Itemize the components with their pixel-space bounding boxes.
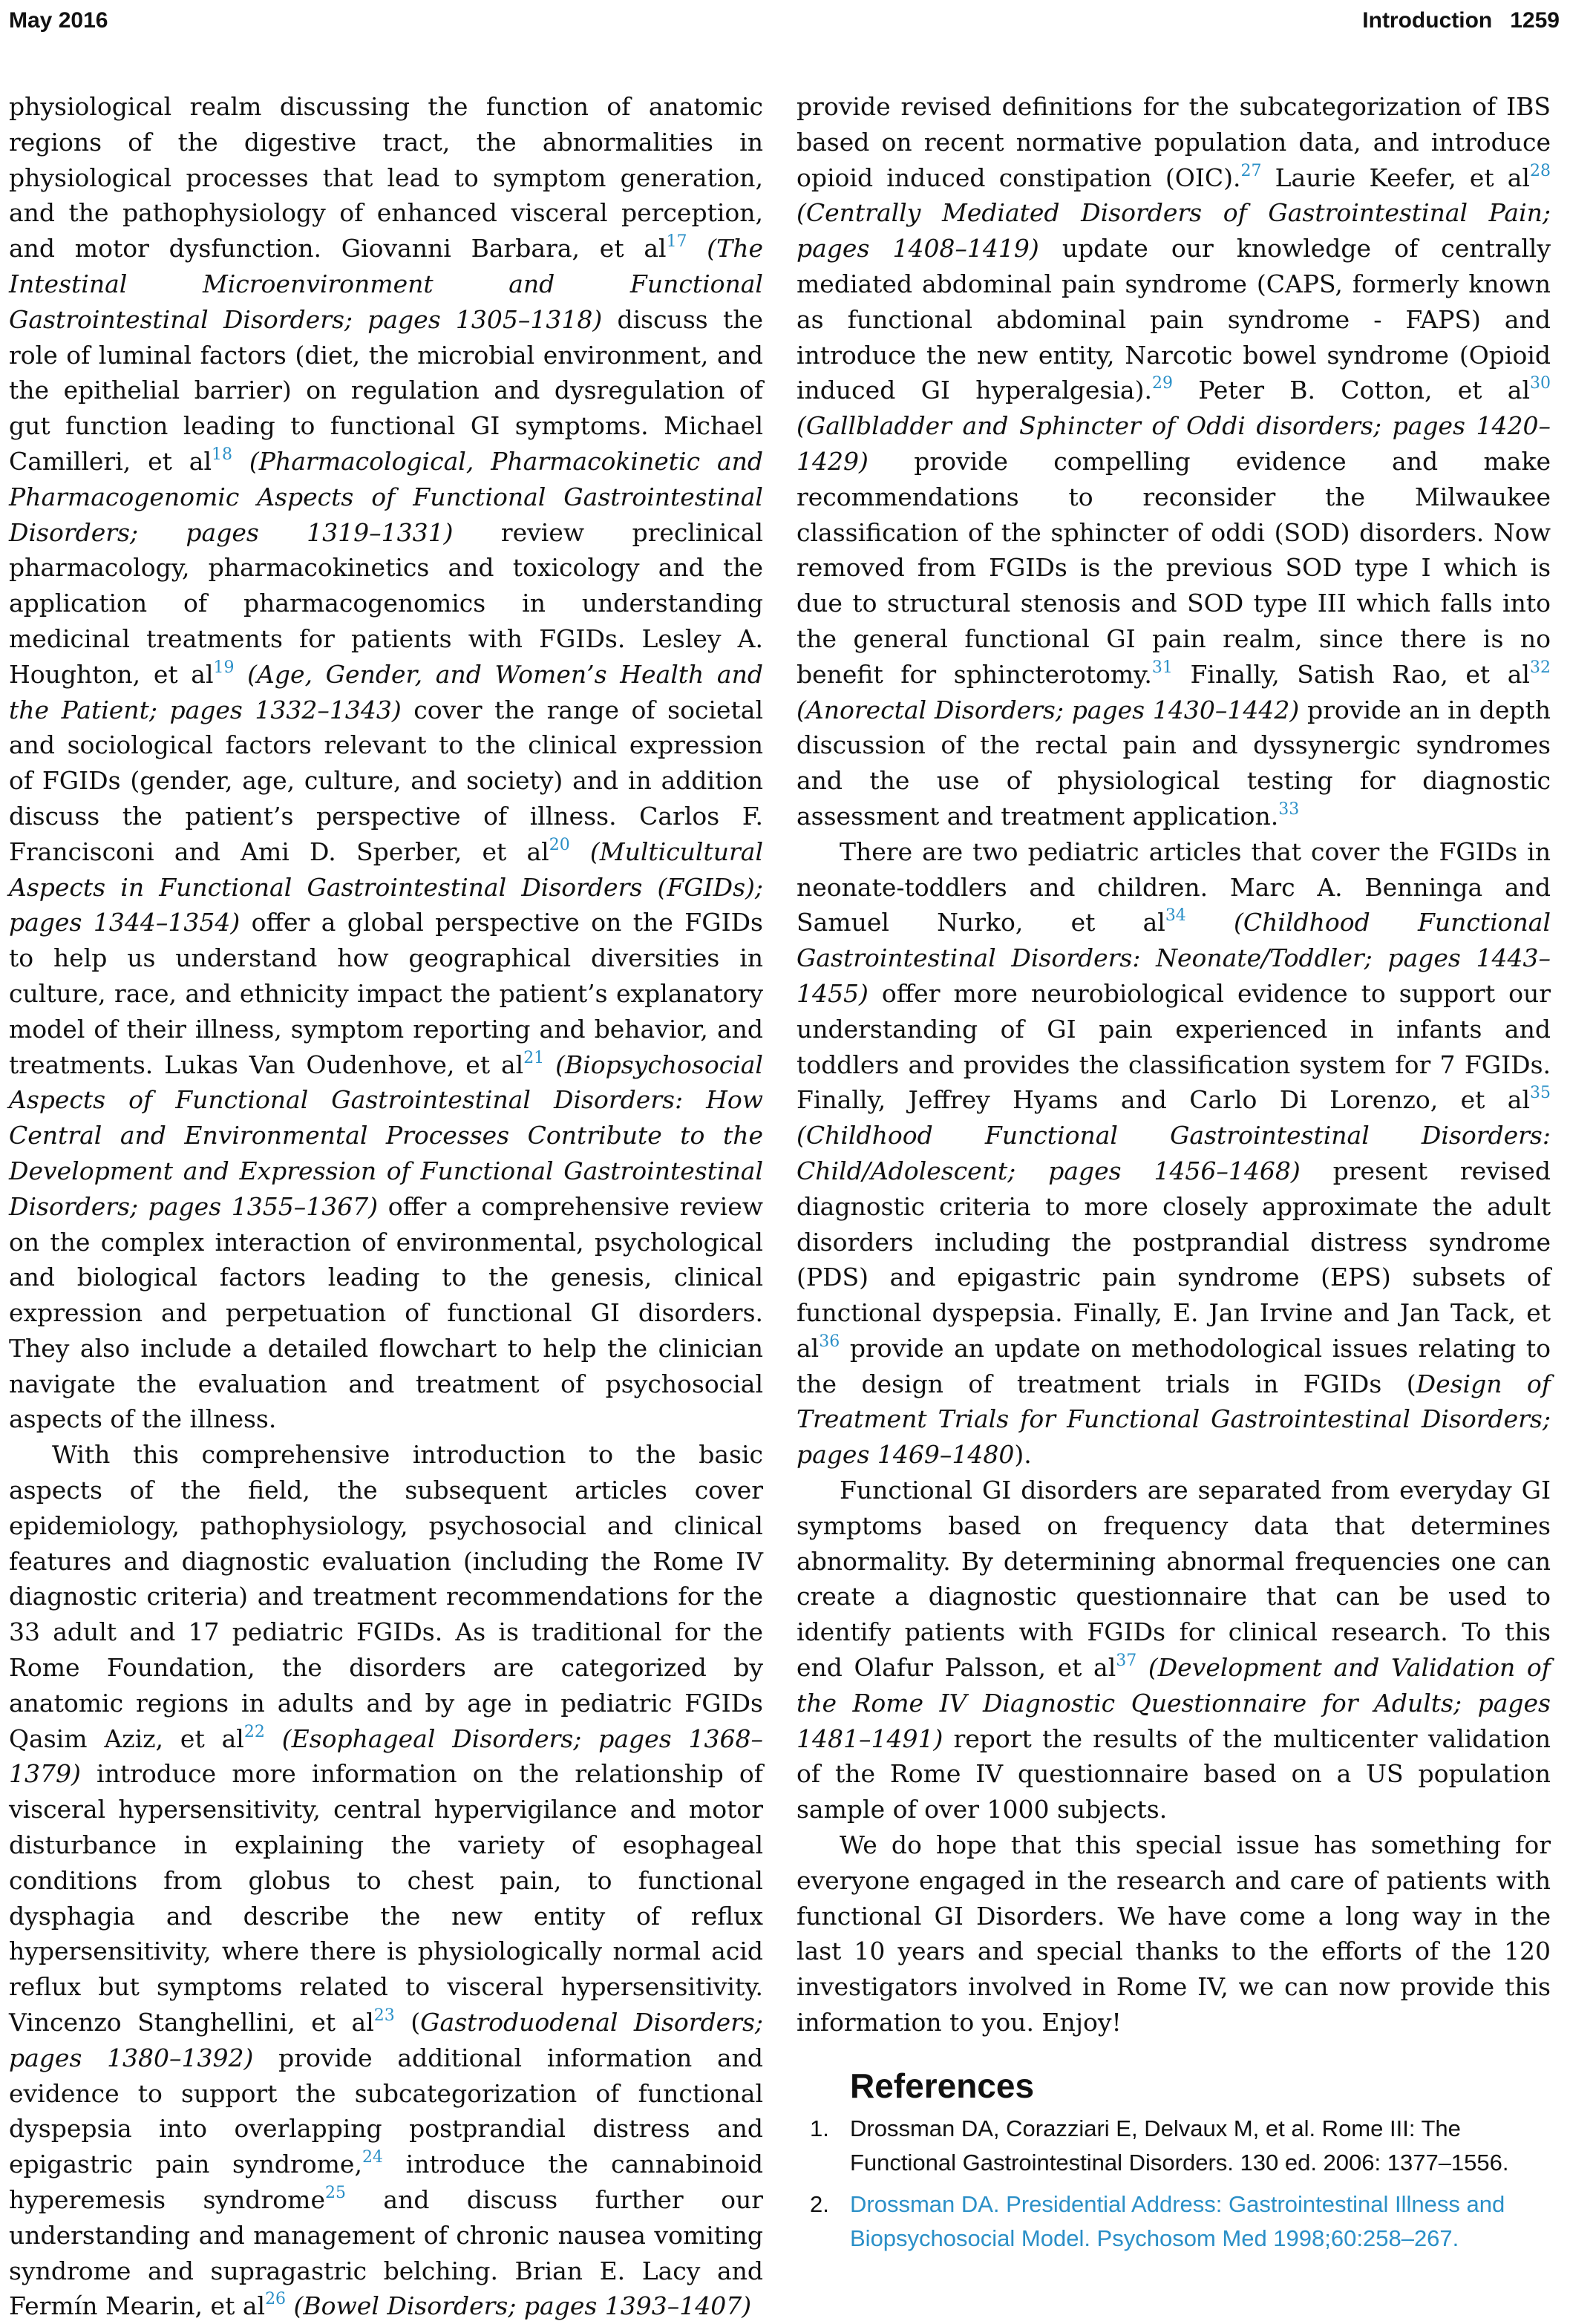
reference-item: [797, 2112, 1551, 2180]
body-text: introduce more information on the relationship of visceral hypersensitivity, central hypervigilance and motor disturbance in explaining the variety of esophageal conditions from globus to chest pain, to functional dysphagia and describe the new entity of reflux hypersensitivity, where there is physiologically normal acid reflux but symptoms related to visceral hypersensitivity. Vincenzo Stanghellini, et al: [9, 1759, 763, 2037]
body-text: provide compelling evidence and make recommendations to reconsider the Milwaukee classification of the sphincter of oddi (SOD) disorders. Now removed from FGIDs is the previous SOD type I which is due to structural stenosis and SOD type III which falls into the general functional GI pain realm, since there is no benefit for sphincterotomy.: [797, 446, 1551, 689]
body-text: physiological realm discussing the function of anatomic regions of the digestive tract, the abnormalities in physiological processes that lead to symptom generation, and the pathophysiology of enhanced visceral perception, and motor dysfunction. Giovanni Barbara, et al: [9, 92, 763, 264]
article-reference-text: (Childhood Functional Gastrointestinal Disorders: Child/Adolescent; pages 1456–1468): [797, 1121, 1551, 1185]
body-text: update our knowledge of centrally mediated abdominal pain syndrome (CAPS, formerly known as functional abdominal pain syndrome - FAPS) and introduce the new entity, Narcotic bowel syndrome (Opioid induced GI hyperalgesia).: [797, 234, 1551, 405]
article-reference-text: (Biopsychosocial Aspects of Functional Gastrointestinal Disorders: How Central and Environmental Processes Contribute to the Development and Expression of Functional Gastrointestinal Disorders; pages 1355–1367): [9, 1050, 763, 1221]
body-text: cover the range of societal and sociological factors relevant to the clinical expression of FGIDs (gender, age, culture, and society) and in addition discuss the patient’s perspective of illness. Carlos F. Francisconi and Ami D. Sperber, et al: [9, 695, 763, 866]
body-text: Finally, Satish Rao, et al: [1172, 659, 1530, 689]
article-reference-text: (Centrally Mediated Disorders of Gastrointestinal Pain; pages 1408–1419): [797, 198, 1551, 264]
article-reference-text: (The Intestinal Microenvironment and Functional Gastrointestinal Disorders; pages 1305–1318): [9, 234, 763, 334]
left-column: [9, 89, 763, 2324]
body-text: discuss the role of luminal factors (diet, the microbial environment, and the epithelial barrier) on regulation and dysregulation of gut function leading to functional GI symptoms. Michael Camilleri, et al: [9, 304, 763, 476]
article-reference-text: (Anorectal Disorders; pages 1430–1442): [797, 695, 1300, 724]
body-paragraph: [9, 89, 763, 1437]
body-paragraph: [9, 1437, 763, 2324]
article-reference-text: (Bowel Disorders; pages 1393–1407): [286, 2291, 752, 2321]
citation-link[interactable]: 27: [1240, 161, 1262, 180]
reference-item: [797, 2187, 1551, 2256]
body-text: provide additional information and evidence to support the subcategorization of functional dyspepsia into overlapping postprandial distress and epigastric pain syndrome,: [9, 2043, 763, 2179]
citation-link[interactable]: 33: [1278, 799, 1300, 819]
citation-link[interactable]: 35: [1530, 1084, 1551, 1103]
body-text: There are two pediatric articles that cover the FGIDs in neonate-toddlers and children. Marc A. Benninga and Samuel Nurko, et al: [797, 837, 1551, 937]
section-and-page: [1362, 8, 1560, 33]
body-text: provide an in depth discussion of the rectal pain and dyssynergic syndromes and the use of physiological testing for diagnostic assessment and treatment application.: [797, 695, 1551, 831]
body-text: introduce the cannabinoid hyperemesis syndrome: [9, 2150, 763, 2215]
citation-link[interactable]: 22: [243, 1722, 265, 1741]
body-text: present revised diagnostic criteria to more closely approximate the adult disorders including the postprandial distress syndrome (PDS) and epigastric pain syndrome (EPS) subsets of functional dyspepsia. Finally, E. Jan Irvine and Jan Tack, et al: [797, 1156, 1551, 1363]
body-text: report the results of the multicenter validation of the Rome IV questionnaire based on a US population sample of over 1000 subjects.: [797, 1724, 1551, 1824]
body-text: offer more neurobiological evidence to support our understanding of GI pain experienced in infants and toddlers and provides the classification system for 7 FGIDs. Finally, Jeffrey Hyams and Carlo Di Lorenzo, et al: [797, 978, 1551, 1115]
reference-number: 2.: [810, 2190, 829, 2217]
citation-link[interactable]: 25: [324, 2184, 346, 2203]
citation-link[interactable]: 34: [1165, 906, 1186, 926]
article-reference-text: (Development and Validation of the Rome IV Diagnostic Questionnaire for Adults; pages 1481–1491): [797, 1653, 1551, 1753]
reference-list: [797, 2112, 1551, 2256]
citation-link[interactable]: 29: [1151, 374, 1173, 393]
body-paragraph: [797, 1827, 1551, 2040]
body-text: We do hope that this special issue has something for everyone engaged in the research and care of patients with functional GI Disorders. We have come a long way in the last 10 years and special thanks to the efforts of the 120 investigators involved in Rome IV, we can now provide this information to you. Enjoy!: [797, 1830, 1551, 2037]
page-number: 1259: [1510, 8, 1560, 33]
citation-link[interactable]: 28: [1530, 161, 1551, 180]
body-text: ).: [1014, 1440, 1032, 1470]
citation-link[interactable]: 20: [549, 835, 570, 854]
body-text: offer a global perspective on the FGIDs to help us understand how geographical diversities in culture, race, and ethnicity impact the patient’s explanatory model of their illness, symptom reporting and behavior, and treatments. Lukas Van Oudenhove, et al: [9, 908, 763, 1079]
citation-link[interactable]: 37: [1116, 1652, 1137, 1671]
citation-link[interactable]: 23: [373, 2006, 395, 2026]
article-reference-text: (Age, Gender, and Women’s Health and the Patient; pages 1332–1343): [9, 659, 763, 724]
article-reference-text: (Gallbladder and Sphincter of Oddi disorders; pages 1420–1429): [797, 411, 1551, 476]
body-text: offer a comprehensive review on the complex interaction of environmental, psychological and biological factors leading to the genesis, clinical expression and perpetuation of functional GI disorders. They also include a detailed flowchart to help the clinician navigate the evaluation and treatment of psychosocial aspects of the illness.: [9, 1191, 764, 1434]
body-text: provide revised definitions for the subcategorization of IBS based on recent normative population data, and introduce opioid induced constipation (OIC).: [797, 92, 1551, 192]
body-paragraph: [797, 834, 1551, 1473]
references-heading: References: [850, 2066, 1035, 2105]
body-text: Laurie Keefer, et al: [1261, 163, 1530, 192]
citation-link[interactable]: 21: [523, 1048, 545, 1067]
issue-date: May 2016: [9, 8, 108, 33]
citation-link[interactable]: 31: [1151, 658, 1173, 677]
article-reference-text: (Childhood Functional Gastrointestinal Disorders: Neonate/Toddler; pages 1443–1455): [797, 908, 1551, 1008]
reference-number: 1.: [810, 2115, 829, 2141]
right-column-body: [797, 89, 1551, 2040]
article-reference-text: (Esophageal Disorders; pages 1368–1379): [9, 1724, 763, 1789]
citation-link[interactable]: 32: [1529, 658, 1551, 677]
citation-link[interactable]: 36: [819, 1332, 840, 1351]
reference-link[interactable]: Drossman DA. Presidential Address: Gastrointestinal Illness and Biopsychosocial Model. Psychosom Med 1998;60:258–267.: [850, 2190, 1505, 2251]
citation-link[interactable]: 26: [265, 2290, 287, 2309]
citation-link[interactable]: 30: [1530, 374, 1551, 393]
article-reference-text: (Pharmacological, Pharmacokinetic and Pharmacogenomic Aspects of Functional Gastrointestinal Disorders; pages 1319–1331): [9, 446, 763, 547]
article-reference-text: Design of Treatment Trials for Functional Gastrointestinal Disorders; pages 1469–1480: [797, 1369, 1551, 1470]
article-reference-text: (Multicultural Aspects in Functional Gastrointestinal Disorders (FGIDs); pages 1344–1354): [9, 837, 764, 937]
citation-link[interactable]: 18: [212, 445, 233, 464]
body-text: Peter B. Cotton, et al: [1172, 376, 1531, 405]
body-text: (: [394, 2008, 421, 2037]
reference-text: Drossman DA, Corazziari E, Delvaux M, et al. Rome III: The Functional Gastrointestinal Disorders. 130 ed. 2006: 1377–1556.: [850, 2115, 1509, 2176]
body-text: review preclinical pharmacology, pharmacokinetics and toxicology and the application of pharmacogenomics in understanding medicinal treatments for patients with FGIDs. Lesley A. Houghton, et al: [9, 517, 764, 689]
running-head: [9, 6, 1560, 36]
body-text: Functional GI disorders are separated from everyday GI symptoms based on frequency data that determines abnormality. By determining abnormal frequencies one can create a diagnostic questionnaire that can be used to identify patients with FGIDs for clinical research. To this end Olafur Palsson, et al: [797, 1476, 1551, 1683]
citation-link[interactable]: 17: [666, 232, 687, 252]
body-paragraph: [797, 1473, 1551, 1827]
body-paragraph: [797, 89, 1551, 834]
body-text: provide an update on methodological issues relating to the design of treatment trials in FGIDs (: [797, 1333, 1551, 1398]
body-text: With this comprehensive introduction to the basic aspects of the field, the subsequent articles cover epidemiology, pathophysiology, psychosocial and clinical features and diagnostic evaluation (including the Rome IV diagnostic criteria) and treatment recommendations for the 33 adult and 17 pediatric FGIDs. As is traditional for the Rome Foundation, the disorders are categorized by anatomic regions in adults and by age in pediatric FGIDs Qasim Aziz, et al: [9, 1440, 763, 1753]
citation-link[interactable]: 24: [362, 2148, 383, 2167]
article-reference-text: Gastroduodenal Disorders; pages 1380–1392): [9, 2008, 764, 2072]
citation-link[interactable]: 19: [213, 658, 235, 677]
section-title: Introduction: [1362, 8, 1493, 33]
body-text: and discuss further our understanding and management of chronic nausea vomiting syndrome and supragastric belching. Brian E. Lacy and Fermín Mearin, et al: [9, 2185, 764, 2321]
right-column: [797, 89, 1551, 2263]
